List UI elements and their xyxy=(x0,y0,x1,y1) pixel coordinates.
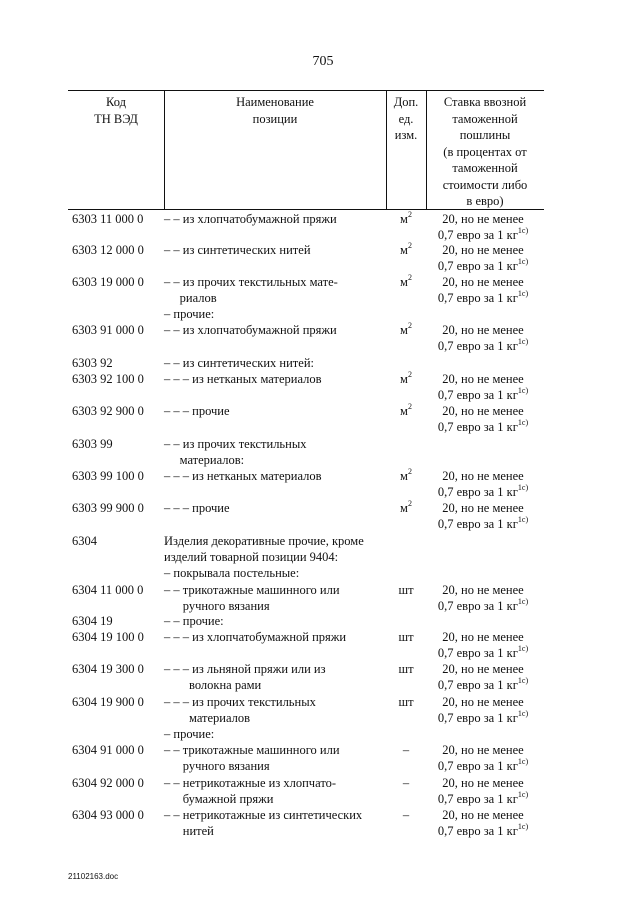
tariff-code: 6304 19 300 0 xyxy=(72,662,144,676)
tariff-code: 6304 11 000 0 xyxy=(72,583,144,597)
duty-rate-line: 20, но не менее xyxy=(442,808,524,822)
tariff-code: 6303 92 100 0 xyxy=(72,372,144,386)
footnote-marker: 1с) xyxy=(517,821,529,831)
item-name xyxy=(164,403,386,419)
duty-rate-line: 20, но не менее xyxy=(442,469,524,483)
item-name-line: материалов xyxy=(164,711,251,725)
duty-rate-line xyxy=(428,338,538,354)
item-name-line: – – – из хлопчатобумажной пряжи xyxy=(164,630,347,644)
duty-rate-line xyxy=(428,710,538,726)
unit-of-measure xyxy=(388,403,424,419)
tariff-code: 6304 19 xyxy=(72,614,113,628)
unit-of-measure xyxy=(388,500,424,516)
header-rate: Ставка ввозной таможенной пошлины (в процентах от таможенной стоимости либо в евро) xyxy=(442,95,528,208)
header-name: Наименование позиции xyxy=(236,95,314,126)
page-number: 705 xyxy=(312,54,334,69)
unit-superscript: 2 xyxy=(407,466,412,476)
duty-rate-text: 0,7 евро за 1 кг xyxy=(437,599,518,613)
footnote-marker: 1с) xyxy=(517,385,529,395)
item-name-line: – прочие: xyxy=(164,727,215,741)
footnote-marker: 1с) xyxy=(517,756,529,766)
footnote-marker: 1с) xyxy=(517,256,529,266)
duty-rate xyxy=(428,775,538,807)
unit-superscript: 2 xyxy=(407,401,412,411)
duty-rate-line: 20, но не менее xyxy=(442,404,524,418)
unit-label: м xyxy=(400,212,408,226)
item-name-line: – прочие: xyxy=(164,307,215,321)
footnote-marker: 1с) xyxy=(517,336,529,346)
header-code: Код ТН ВЭД xyxy=(94,95,138,126)
duty-rate-line: 20, но не менее xyxy=(442,275,524,289)
unit-of-measure: – xyxy=(402,743,410,757)
unit-superscript: 2 xyxy=(407,272,412,282)
duty-rate-text: 0,7 евро за 1 кг xyxy=(437,678,518,692)
duty-rate-line xyxy=(428,419,538,435)
duty-rate-line xyxy=(428,387,538,403)
footnote-marker: 1с) xyxy=(517,417,529,427)
duty-rate xyxy=(428,211,538,243)
header-unit: Доп. ед. изм. xyxy=(393,95,419,142)
item-name-line: – – нетрикотажные из хлопчато- xyxy=(164,776,337,790)
item-name xyxy=(164,274,386,322)
unit-of-measure: шт xyxy=(398,662,414,676)
unit-label: м xyxy=(400,275,408,289)
unit-label: м xyxy=(400,243,408,257)
item-name-line: – – – из льняной пряжи или из xyxy=(164,662,326,676)
duty-rate-line: 20, но не менее xyxy=(442,372,524,386)
footnote-marker: 1с) xyxy=(517,514,529,524)
duty-rate-line xyxy=(428,516,538,532)
duty-rate xyxy=(428,629,538,661)
duty-rate-text: 0,7 евро за 1 кг xyxy=(437,339,518,353)
item-name-line: – – из хлопчатобумажной пряжи xyxy=(164,323,337,337)
item-name-line: нитей xyxy=(164,824,214,838)
item-name xyxy=(164,211,386,227)
item-name-line: – – трикотажные машинного или xyxy=(164,743,340,757)
item-name xyxy=(164,661,386,693)
tariff-code: 6304 92 000 0 xyxy=(72,776,144,790)
footnote-marker: 1с) xyxy=(517,643,529,653)
duty-rate-text: 0,7 евро за 1 кг xyxy=(437,228,518,242)
tariff-code: 6303 99 100 0 xyxy=(72,469,144,483)
duty-rate-text: 0,7 евро за 1 кг xyxy=(437,792,518,806)
unit-label: м xyxy=(400,404,408,418)
tariff-code: 6304 93 000 0 xyxy=(72,808,144,822)
unit-label: м xyxy=(400,372,408,386)
unit-superscript: 2 xyxy=(407,240,412,250)
item-name-line: – – из синтетических нитей: xyxy=(164,356,314,370)
duty-rate xyxy=(428,403,538,435)
duty-rate-line xyxy=(428,227,538,243)
duty-rate-text: 0,7 евро за 1 кг xyxy=(437,759,518,773)
duty-rate xyxy=(428,468,538,500)
unit-of-measure xyxy=(388,211,424,227)
item-name xyxy=(164,742,386,774)
footnote-marker: 1с) xyxy=(517,225,529,235)
item-name xyxy=(164,629,386,645)
footnote-marker: 1с) xyxy=(517,596,529,606)
tariff-code: 6303 11 000 0 xyxy=(72,212,144,226)
item-name xyxy=(164,582,386,614)
duty-rate xyxy=(428,371,538,403)
tariff-code: 6303 99 900 0 xyxy=(72,501,144,515)
unit-of-measure xyxy=(388,322,424,338)
duty-rate-text: 0,7 евро за 1 кг xyxy=(437,420,518,434)
item-name xyxy=(164,371,386,387)
duty-rate-line xyxy=(428,290,538,306)
unit-superscript: 2 xyxy=(407,369,412,379)
duty-rate-line xyxy=(428,645,538,661)
unit-superscript: 2 xyxy=(407,320,412,330)
item-name xyxy=(164,694,386,742)
tariff-code: 6303 92 900 0 xyxy=(72,404,144,418)
duty-rate-line: 20, но не менее xyxy=(442,323,524,337)
item-name-line: изделий товарной позиции 9404: xyxy=(164,550,339,564)
duty-rate-line xyxy=(428,677,538,693)
tariff-code: 6304 19 100 0 xyxy=(72,630,144,644)
item-name xyxy=(164,468,386,484)
unit-superscript: 2 xyxy=(407,209,412,219)
unit-label: м xyxy=(400,469,408,483)
duty-rate-line xyxy=(428,823,538,839)
duty-rate-text: 0,7 евро за 1 кг xyxy=(437,711,518,725)
tariff-code: 6304 19 900 0 xyxy=(72,695,144,709)
duty-rate xyxy=(428,274,538,306)
footnote-marker: 1с) xyxy=(517,482,529,492)
item-name-line: – – трикотажные машинного или xyxy=(164,583,340,597)
duty-rate-line: 20, но не менее xyxy=(442,501,524,515)
duty-rate xyxy=(428,807,538,839)
unit-of-measure xyxy=(388,371,424,387)
duty-rate-line: 20, но не менее xyxy=(442,695,524,709)
unit-label: м xyxy=(400,323,408,337)
item-name xyxy=(164,242,386,258)
item-name-line: – – из хлопчатобумажной пряжи xyxy=(164,212,337,226)
unit-of-measure xyxy=(388,468,424,484)
item-name-line: – – нетрикотажные из синтетических xyxy=(164,808,363,822)
tariff-code: 6303 92 xyxy=(72,356,113,370)
header-top-rule xyxy=(68,90,544,91)
document-filename: 21102163.doc xyxy=(68,872,119,881)
item-name-line: риалов xyxy=(164,291,217,305)
footnote-marker: 1с) xyxy=(517,675,529,685)
item-name-line: – – прочие: xyxy=(164,614,224,628)
duty-rate-line: 20, но не менее xyxy=(442,243,524,257)
duty-rate-text: 0,7 евро за 1 кг xyxy=(437,485,518,499)
tariff-code: 6303 19 000 0 xyxy=(72,275,144,289)
item-name-line: бумажной пряжи xyxy=(164,792,274,806)
tariff-code: 6303 91 000 0 xyxy=(72,323,144,337)
unit-of-measure: шт xyxy=(398,695,414,709)
unit-of-measure xyxy=(388,274,424,290)
duty-rate-line: 20, но не менее xyxy=(442,630,524,644)
duty-rate xyxy=(428,694,538,726)
unit-of-measure: шт xyxy=(398,583,414,597)
duty-rate-text: 0,7 евро за 1 кг xyxy=(437,259,518,273)
footnote-marker: 1с) xyxy=(517,708,529,718)
item-name-line: – – из прочих текстильных xyxy=(164,437,307,451)
duty-rate-line xyxy=(428,598,538,614)
item-name-line: Изделия декоративные прочие, кроме xyxy=(164,534,364,548)
item-name xyxy=(164,355,386,371)
duty-rate-text: 0,7 евро за 1 кг xyxy=(437,646,518,660)
duty-rate xyxy=(428,322,538,354)
footnote-marker: 1с) xyxy=(517,288,529,298)
item-name xyxy=(164,807,386,839)
duty-rate-text: 0,7 евро за 1 кг xyxy=(437,824,518,838)
item-name-line: – – – из нетканых материалов xyxy=(164,469,322,483)
duty-rate xyxy=(428,661,538,693)
item-name xyxy=(164,322,386,338)
unit-of-measure xyxy=(388,242,424,258)
tariff-code: 6303 99 xyxy=(72,437,113,451)
duty-rate-line xyxy=(428,484,538,500)
duty-rate xyxy=(428,582,538,614)
item-name-line: – – из синтетических нитей xyxy=(164,243,311,257)
item-name-line: – – из прочих текстильных мате- xyxy=(164,275,338,289)
duty-rate-text: 0,7 евро за 1 кг xyxy=(437,291,518,305)
item-name xyxy=(164,436,386,468)
item-name-line: – – – прочие xyxy=(164,501,230,515)
duty-rate-line: 20, но не менее xyxy=(442,776,524,790)
item-name-line: материалов: xyxy=(164,453,245,467)
duty-rate-line xyxy=(428,758,538,774)
unit-of-measure: – xyxy=(402,776,410,790)
tariff-code: 6304 xyxy=(72,534,97,548)
item-name-line: – – – из прочих текстильных xyxy=(164,695,316,709)
unit-of-measure: шт xyxy=(398,630,414,644)
duty-rate-line xyxy=(428,258,538,274)
duty-rate-text: 0,7 евро за 1 кг xyxy=(437,388,518,402)
item-name xyxy=(164,533,386,581)
duty-rate-line: 20, но не менее xyxy=(442,212,524,226)
unit-superscript: 2 xyxy=(407,498,412,508)
item-name xyxy=(164,613,386,629)
item-name-line: – – – из нетканых материалов xyxy=(164,372,322,386)
duty-rate-line xyxy=(428,791,538,807)
item-name xyxy=(164,500,386,516)
item-name-line: волокна рами xyxy=(164,678,262,692)
unit-label: м xyxy=(400,501,408,515)
item-name-line: – покрывала постельные: xyxy=(164,566,300,580)
tariff-code: 6303 12 000 0 xyxy=(72,243,144,257)
item-name xyxy=(164,775,386,807)
duty-rate-line: 20, но не менее xyxy=(442,583,524,597)
item-name-line: – – – прочие xyxy=(164,404,230,418)
duty-rate xyxy=(428,742,538,774)
item-name-line: ручного вязания xyxy=(164,599,270,613)
unit-of-measure: – xyxy=(402,808,410,822)
duty-rate-text: 0,7 евро за 1 кг xyxy=(437,517,518,531)
duty-rate-line: 20, но не менее xyxy=(442,743,524,757)
tariff-code: 6304 91 000 0 xyxy=(72,743,144,757)
duty-rate xyxy=(428,242,538,274)
item-name-line: ручного вязания xyxy=(164,759,270,773)
duty-rate-line: 20, но не менее xyxy=(442,662,524,676)
footnote-marker: 1с) xyxy=(517,789,529,799)
duty-rate xyxy=(428,500,538,532)
